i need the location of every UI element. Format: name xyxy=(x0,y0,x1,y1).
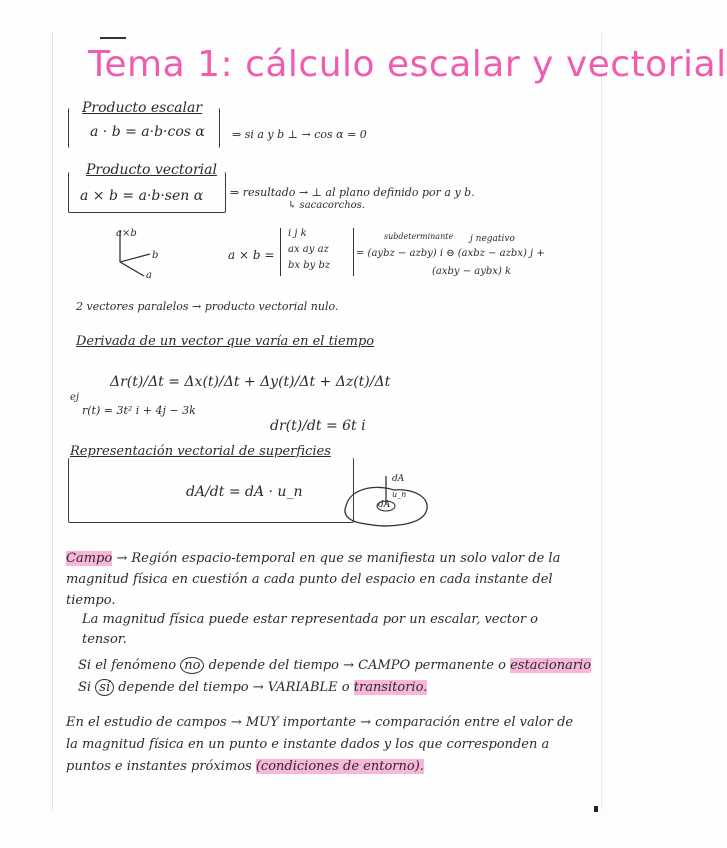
arrow-label-mid: u_n xyxy=(392,490,407,499)
matrix-row-2: ax ay az xyxy=(288,244,329,255)
arrow-label-top: dA xyxy=(392,474,405,484)
campo-paragraph xyxy=(66,548,586,611)
matrix-row-3: bx by bz xyxy=(288,260,331,271)
b-arrow xyxy=(120,254,150,262)
magnitud-paragraph: La magnitud física puede estar representada por un escalar, vector o tensor. xyxy=(82,612,539,647)
line-no xyxy=(78,658,591,673)
diagram-label-a: a xyxy=(146,270,152,281)
producto-vectorial-formula: a × b = a·b·sen α xyxy=(80,188,204,204)
campo-term: Campo xyxy=(66,551,113,566)
line-no-suffix: depende del tiempo → CAMPO permanente o xyxy=(208,658,506,673)
producto-vectorial-note1: ⇒ resultado → ⊥ al plano definido por a y b. xyxy=(230,186,475,199)
no-circle: no xyxy=(180,657,204,674)
derivada-example: r(t) = 3t² i + 4j − 3k xyxy=(82,404,196,417)
paralelos-note: 2 vectores paralelos → producto vectorial nulo. xyxy=(76,300,339,313)
producto-escalar-heading: Producto escalar xyxy=(82,100,203,116)
estudio-text: En el estudio de campos → MUY importante → comparación entre el valor de la magnitud física en un punto e instante dados y los que corresponden a puntos e instantes próximos xyxy=(66,715,574,774)
matrix-result2: (axby − aybx) k xyxy=(432,266,512,277)
line-si-prefix: Si xyxy=(78,680,92,695)
derivada-formula: Δr(t)/Δt = Δx(t)/Δt + Δy(t)/Δt + Δz(t)/Δt xyxy=(110,374,391,390)
diagram-label-b: b xyxy=(152,250,159,261)
derivada-result: dr(t)/dt = 6t i xyxy=(270,418,366,434)
matrix-row-1: i j k xyxy=(288,228,307,239)
corner-mark xyxy=(594,806,598,812)
page-title: Tema 1: cálculo escalar y vectorial xyxy=(88,44,727,85)
matrix-result1: = (aybz − azby) i ⊖ (axbz − azbx) j + xyxy=(356,248,545,259)
line-no-prefix: Si el fenómeno xyxy=(78,658,177,673)
matrix-annotation2: j negativo xyxy=(470,234,515,244)
campo-definition: → Región espacio-temporal en que se manifiesta un solo valor de la magnitud física en cuestión a cada punto del espacio en cada instante del tiempo. xyxy=(66,551,561,608)
producto-vectorial-note2: ↳ sacacorchos. xyxy=(288,200,365,211)
producto-vectorial-heading: Producto vectorial xyxy=(86,162,217,178)
matrix-prefix: a × b = xyxy=(228,248,275,262)
si-circle: sí xyxy=(95,679,114,696)
producto-escalar-formula: a · b = a·b·cos α xyxy=(90,124,205,140)
transitorio-highlight: transitorio. xyxy=(353,680,428,695)
top-mark xyxy=(100,37,126,39)
line-si xyxy=(78,680,427,695)
example-label: ej xyxy=(70,392,80,403)
superficies-heading: Representación vectorial de superficies xyxy=(70,444,331,459)
derivada-heading: Derivada de un vector que varía en el tiempo xyxy=(76,334,375,349)
blob-label: dA xyxy=(378,500,391,510)
line-si-suffix: depende del tiempo → VARIABLE o xyxy=(118,680,350,695)
estacionario-highlight: estacionario xyxy=(510,658,592,673)
diagram-label-axb: a×b xyxy=(116,228,137,239)
matrix-annotation: subdeterminante xyxy=(384,232,454,241)
a-arrow xyxy=(120,262,144,276)
estudio-paragraph xyxy=(66,712,586,778)
producto-escalar-note: ⇒ si a y b ⊥ → cos α = 0 xyxy=(232,128,367,141)
cross-product-diagram xyxy=(104,222,174,282)
condiciones-highlight: (condiciones de entorno). xyxy=(255,759,424,774)
superficies-formula: dA/dt = dA · u_n xyxy=(186,484,303,500)
